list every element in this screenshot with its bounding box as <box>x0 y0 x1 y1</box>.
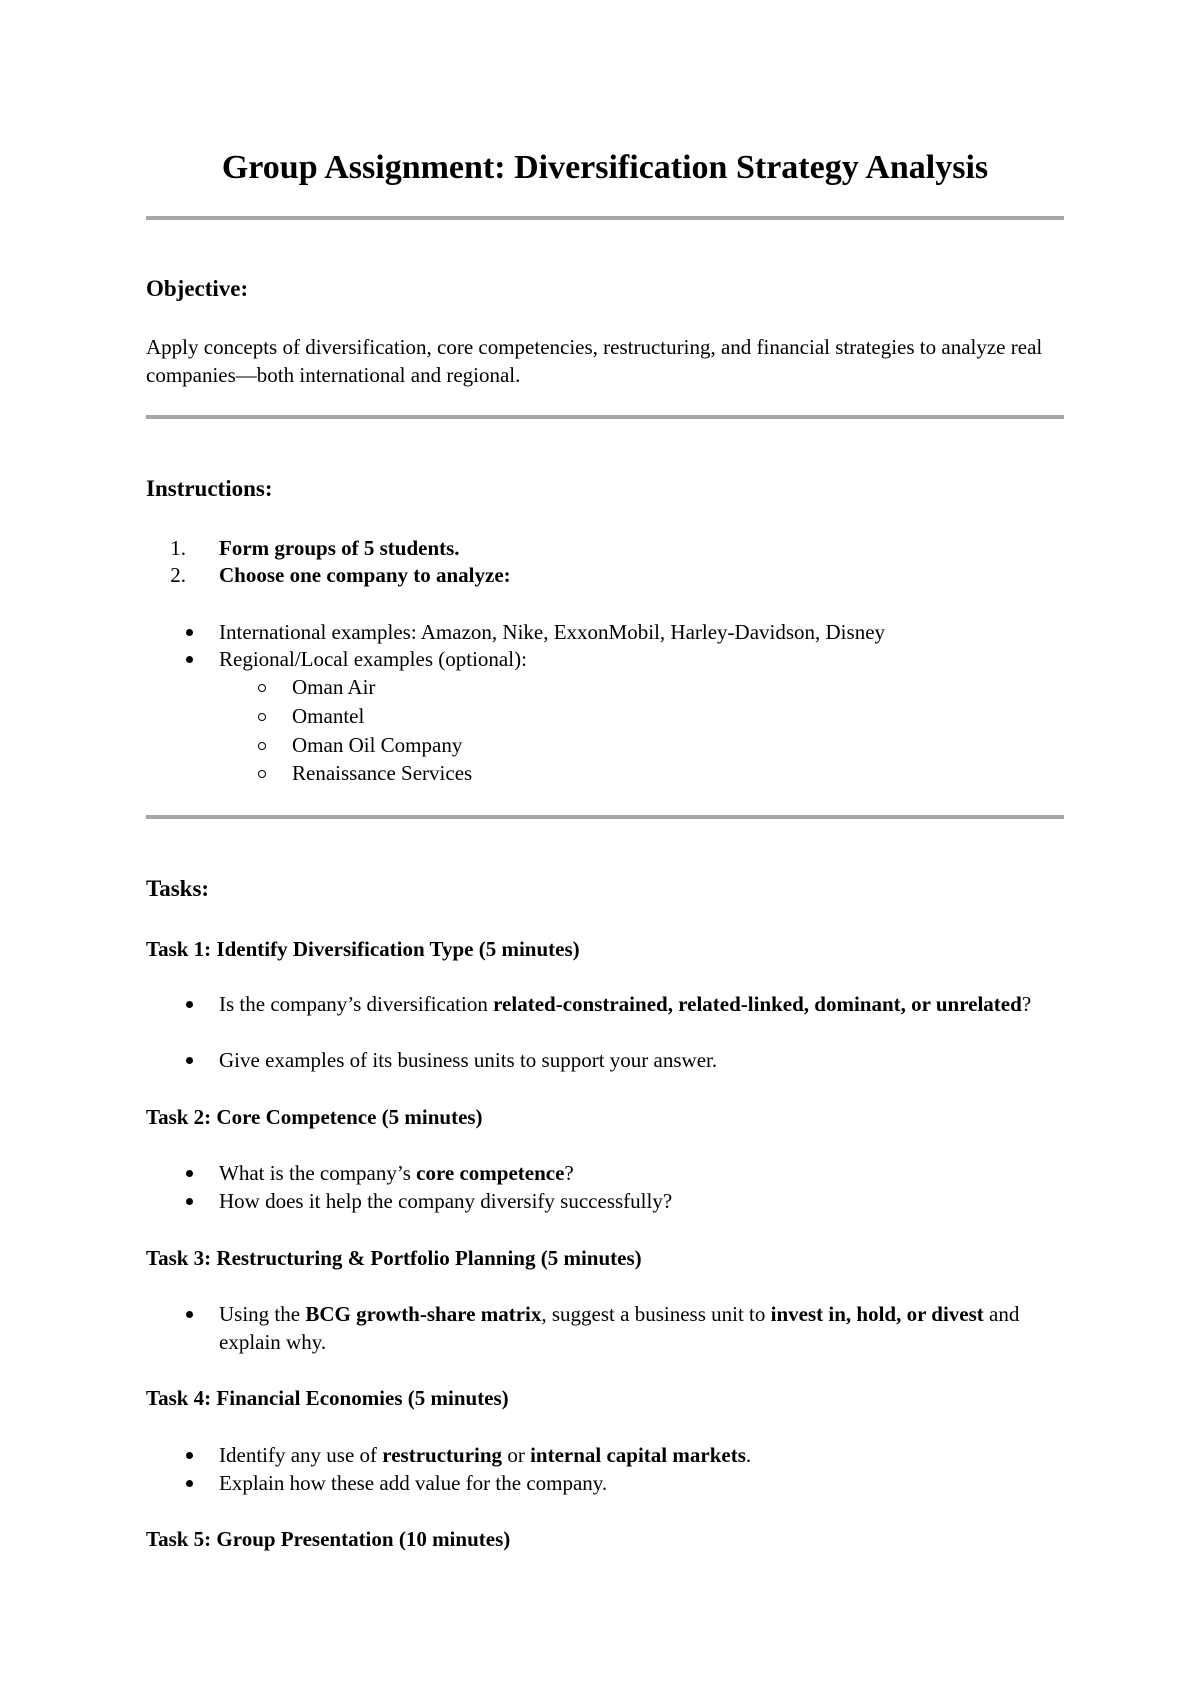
step-text: Choose one company to analyze: <box>219 563 511 587</box>
instructions-heading: Instructions: <box>146 476 273 501</box>
task-2-heading: Task 2: Core Competence (5 minutes) <box>146 1105 483 1129</box>
page-title: Group Assignment: Diversification Strategy Analysis <box>221 149 989 186</box>
list-item-text: What is the company’s core competence? <box>219 1161 574 1185</box>
sub-list-item-text: Oman Air <box>292 675 376 699</box>
circle-bullet-icon <box>258 684 266 692</box>
list-item-text: Give examples of its business units to support your answer. <box>219 1048 718 1072</box>
bullet-icon <box>186 1170 193 1177</box>
task-4-heading: Task 4: Financial Economies (5 minutes) <box>146 1386 509 1410</box>
objective-heading: Objective: <box>146 276 249 301</box>
bullet-icon <box>186 656 193 663</box>
bullet-icon <box>186 1198 193 1205</box>
task-5-heading: Task 5: Group Presentation (10 minutes) <box>146 1527 511 1551</box>
divider <box>146 415 1064 419</box>
bullet-icon <box>186 1480 193 1487</box>
sub-list-item-text: Oman Oil Company <box>292 733 463 757</box>
divider <box>146 815 1064 819</box>
bullet-icon <box>186 1001 193 1008</box>
divider <box>146 216 1064 220</box>
list-item-text: Is the company’s diversification related-constrained, related-linked, dominant, or unrelated? <box>219 992 1032 1016</box>
list-item-text: How does it help the company diversify successfully? <box>219 1189 673 1213</box>
circle-bullet-icon <box>258 713 266 721</box>
task-1-heading: Task 1: Identify Diversification Type (5 minutes) <box>146 937 580 961</box>
list-item-text: International examples: Amazon, Nike, ExxonMobil, Harley-Davidson, Disney <box>219 620 886 644</box>
bullet-icon <box>186 1057 193 1064</box>
list-item-text: Explain how these add value for the company. <box>219 1471 608 1495</box>
bullet-icon <box>186 629 193 636</box>
circle-bullet-icon <box>258 742 266 750</box>
list-item-text: Identify any use of restructuring or internal capital markets. <box>219 1443 752 1467</box>
sub-list-item-text: Renaissance Services <box>292 761 473 785</box>
list-item-text: Using the BCG growth-share matrix, suggest a business unit to invest in, hold, or divest and explain why. <box>219 1302 1020 1354</box>
step-number: 2. <box>170 563 186 587</box>
bullet-icon <box>186 1452 193 1459</box>
tasks-heading: Tasks: <box>146 876 210 901</box>
objective-text: Apply concepts of diversification, core competencies, restructuring, and financial strategies to analyze real companies—both international and regional. <box>146 335 1043 387</box>
circle-bullet-icon <box>258 770 266 778</box>
step-number: 1. <box>170 536 186 560</box>
bullet-icon <box>186 1311 193 1318</box>
list-item-text: Regional/Local examples (optional): <box>219 647 527 671</box>
step-text: Form groups of 5 students. <box>219 536 460 560</box>
task-3-heading: Task 3: Restructuring & Portfolio Planning (5 minutes) <box>146 1246 642 1270</box>
sub-list-item-text: Omantel <box>292 704 365 728</box>
